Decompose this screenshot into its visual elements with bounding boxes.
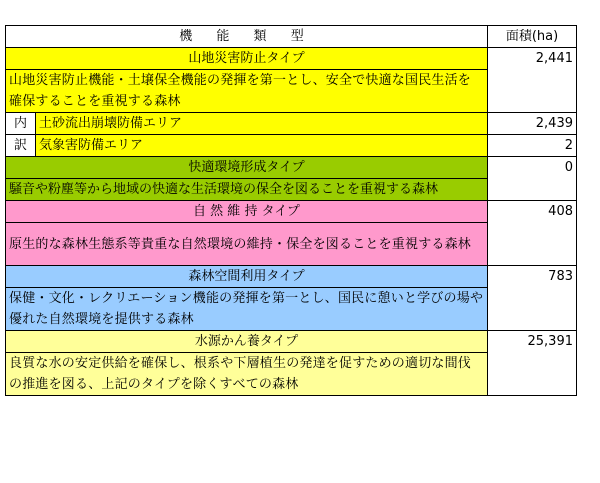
table-row — [6, 201, 577, 223]
breakdown-label-top: 内 — [6, 113, 36, 135]
table-row — [6, 266, 577, 288]
table-row — [6, 48, 577, 70]
area-recreation: 783 — [488, 266, 577, 331]
table-row — [6, 113, 577, 135]
area-landslide: 2,441 — [488, 48, 577, 113]
header-area: 面積(ha) — [488, 26, 577, 48]
table-header-row — [6, 26, 577, 48]
area-sediment: 2,439 — [488, 113, 577, 135]
area-weather: 2 — [488, 135, 577, 157]
section-desc-water: 良質な水の安定供給を確保し、根系や下層植生の発達を促すための適切な間伐の推進を図る、上記のタイプを除くすべての森林 — [6, 353, 488, 396]
section-desc-landslide: 山地災害防止機能・土壌保全機能の発揮を第一とし、安全で快適な国民生活を確保することを重視する森林 — [6, 70, 488, 113]
forest-function-table — [5, 25, 577, 396]
header-function-type: 機 能 類 型 — [6, 26, 488, 48]
breakdown-item-sediment: 土砂流出崩壊防備エリア — [36, 113, 488, 135]
breakdown-item-weather: 気象害防備エリア — [36, 135, 488, 157]
table-row — [6, 135, 577, 157]
section-title-recreation: 森林空間利用タイプ — [6, 266, 488, 288]
section-desc-nature: 原生的な森林生態系等貴重な自然環境の維持・保全を図ることを重視する森林 — [6, 223, 488, 266]
section-title-landslide: 山地災害防止タイプ — [6, 48, 488, 70]
table-row — [6, 157, 577, 179]
breakdown-label-bottom: 訳 — [6, 135, 36, 157]
area-nature: 408 — [488, 201, 577, 266]
section-title-nature: 自 然 維 持 タイプ — [6, 201, 488, 223]
section-desc-comfort: 騒音や粉塵等から地域の快適な生活環境の保全を図ることを重視する森林 — [6, 179, 488, 201]
table-row — [6, 331, 577, 353]
area-comfort: 0 — [488, 157, 577, 201]
section-title-water: 水源かん養タイプ — [6, 331, 488, 353]
area-water: 25,391 — [488, 331, 577, 396]
section-desc-recreation: 保健・文化・レクリエーション機能の発揮を第一とし、国民に憩いと学びの場や優れた自然環境を提供する森林 — [6, 288, 488, 331]
section-title-comfort: 快適環境形成タイプ — [6, 157, 488, 179]
